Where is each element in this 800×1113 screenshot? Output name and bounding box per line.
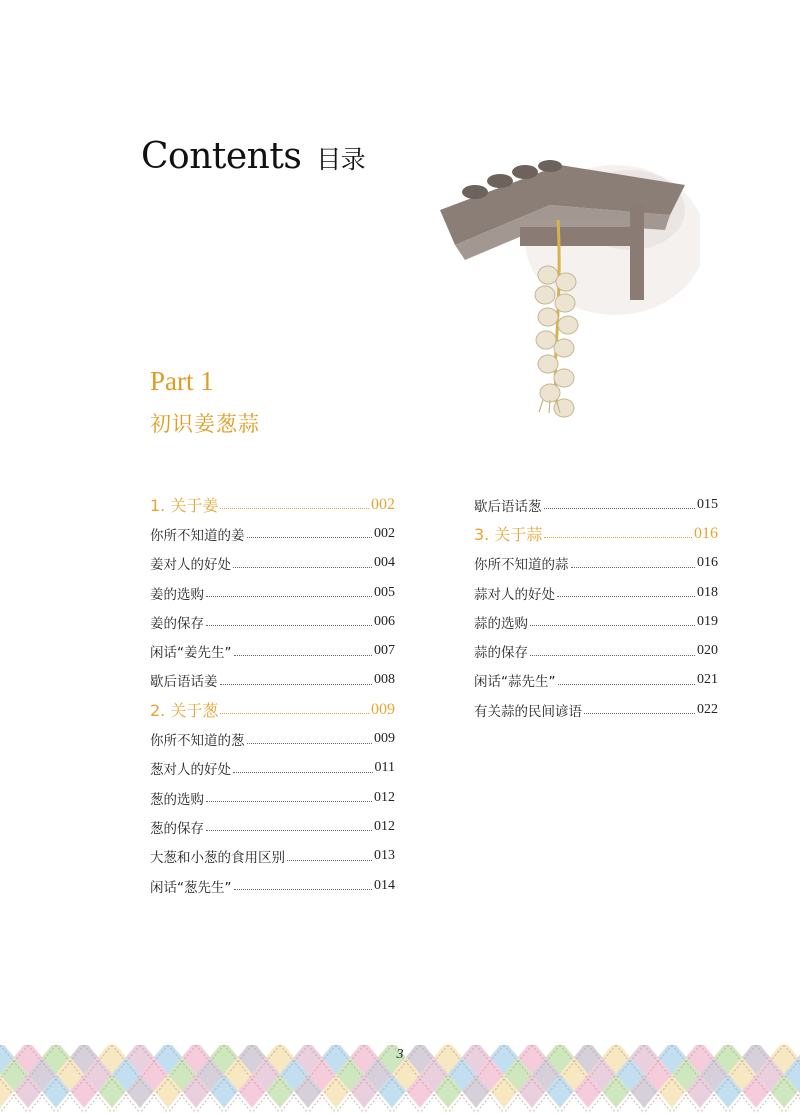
toc-entry-label: 1. 关于姜 <box>150 496 219 516</box>
dot-leader <box>247 537 373 538</box>
toc-entry-page: 012 <box>374 789 395 805</box>
toc-entry[interactable] <box>150 724 395 753</box>
dot-leader <box>287 860 372 861</box>
toc-entry-label: 葱对人的好处 <box>150 762 231 779</box>
part-subtitle: 初识姜葱蒜 <box>150 412 260 436</box>
toc-entry[interactable] <box>150 754 395 783</box>
toc-entry[interactable] <box>474 490 718 519</box>
toc-left-column <box>150 490 395 900</box>
dot-leader <box>234 655 373 656</box>
contents-title-cn: 目录 <box>316 145 366 174</box>
toc-entry-page: 008 <box>374 672 395 688</box>
toc-entry-label: 歇后语话姜 <box>150 674 218 691</box>
dot-leader <box>206 625 372 626</box>
toc-section-entry[interactable] <box>150 695 395 724</box>
toc-right-column <box>474 490 718 724</box>
toc-entry-label: 3. 关于蒜 <box>474 525 543 545</box>
dot-leader <box>220 684 373 685</box>
toc-entry-page: 002 <box>371 495 395 513</box>
toc-entry-label: 葱的选购 <box>150 791 204 808</box>
toc-entry[interactable] <box>474 695 718 724</box>
dot-leader <box>233 567 372 568</box>
toc-entry-page: 014 <box>374 877 395 893</box>
toc-entry-page: 018 <box>697 584 718 600</box>
toc-entry[interactable] <box>150 607 395 636</box>
dot-leader <box>530 655 695 656</box>
toc-entry-label: 姜对人的好处 <box>150 557 231 574</box>
toc-entry[interactable] <box>474 666 718 695</box>
toc-entry-page: 002 <box>374 525 395 541</box>
toc-entry-label: 有关蒜的民间谚语 <box>474 703 582 720</box>
toc-entry[interactable] <box>150 636 395 665</box>
dot-leader <box>584 713 695 714</box>
toc-entry-page: 011 <box>374 760 395 776</box>
contents-title <box>141 136 365 177</box>
toc-entry-page: 009 <box>371 700 395 718</box>
toc-section-entry[interactable] <box>150 490 395 519</box>
toc-entry[interactable] <box>150 519 395 548</box>
toc-entry-page: 009 <box>374 731 395 747</box>
part-label: Part 1 <box>150 366 214 396</box>
dot-leader <box>558 684 696 685</box>
toc-entry-label: 姜的选购 <box>150 586 204 603</box>
toc-entry-page: 015 <box>697 496 718 512</box>
toc-entry-page: 022 <box>697 701 718 717</box>
toc-entry-page: 004 <box>374 555 395 571</box>
dot-leader <box>557 596 695 597</box>
page-number: 3 <box>396 1047 404 1062</box>
toc-entry-page: 021 <box>697 672 718 688</box>
toc-entry-label: 蒜的选购 <box>474 615 528 632</box>
dot-leader <box>234 889 373 890</box>
dot-leader <box>571 567 696 568</box>
toc-entry-page: 016 <box>694 524 718 542</box>
toc-entry-page: 016 <box>697 555 718 571</box>
toc-entry[interactable] <box>150 812 395 841</box>
toc-entry-page: 012 <box>374 818 395 834</box>
toc-entry-label: 2. 关于葱 <box>150 701 219 721</box>
contents-title-en: Contents <box>141 136 302 177</box>
toc-entry[interactable] <box>150 842 395 871</box>
toc-entry[interactable] <box>150 578 395 607</box>
toc-entry[interactable] <box>150 783 395 812</box>
garlic-braid-illustration <box>430 150 700 440</box>
toc-entry-label: 你所不知道的葱 <box>150 733 245 750</box>
dot-leader <box>247 743 373 744</box>
toc-entry-page: 019 <box>697 613 718 629</box>
toc-section-entry[interactable] <box>474 519 718 548</box>
toc-entry-page: 005 <box>374 584 395 600</box>
toc-entry-label: 歇后语话葱 <box>474 498 542 515</box>
dot-leader <box>220 508 369 509</box>
toc-entry-label: 葱的保存 <box>150 820 204 837</box>
toc-entry-label: 蒜的保存 <box>474 645 528 662</box>
toc-entry-page: 013 <box>374 848 395 864</box>
toc-entry-label: 蒜对人的好处 <box>474 586 555 603</box>
dot-leader <box>233 772 373 773</box>
toc-entry[interactable] <box>150 871 395 900</box>
toc-entry[interactable] <box>150 549 395 578</box>
toc-entry-page: 007 <box>374 643 395 659</box>
dot-leader <box>544 537 692 538</box>
dot-leader <box>220 713 369 714</box>
toc-entry-label: 大葱和小葱的食用区别 <box>150 850 285 867</box>
toc-entry-page: 006 <box>374 613 395 629</box>
toc-entry-label: 闲话“姜先生” <box>150 645 232 662</box>
toc-entry-label: 闲话“蒜先生” <box>474 674 556 691</box>
toc-entry-label: 你所不知道的蒜 <box>474 557 569 574</box>
dot-leader <box>206 596 372 597</box>
dot-leader <box>206 830 372 831</box>
toc-entry-label: 姜的保存 <box>150 615 204 632</box>
dot-leader <box>530 625 695 626</box>
toc-entry[interactable] <box>474 549 718 578</box>
toc-entry[interactable] <box>474 636 718 665</box>
dot-leader <box>544 508 696 509</box>
toc-entry-label: 你所不知道的姜 <box>150 527 245 544</box>
toc-entry-page: 020 <box>697 643 718 659</box>
toc-entry[interactable] <box>474 607 718 636</box>
toc-entry[interactable] <box>474 578 718 607</box>
toc-entry-label: 闲话“葱先生” <box>150 879 232 896</box>
toc-entry[interactable] <box>150 666 395 695</box>
dot-leader <box>206 801 372 802</box>
